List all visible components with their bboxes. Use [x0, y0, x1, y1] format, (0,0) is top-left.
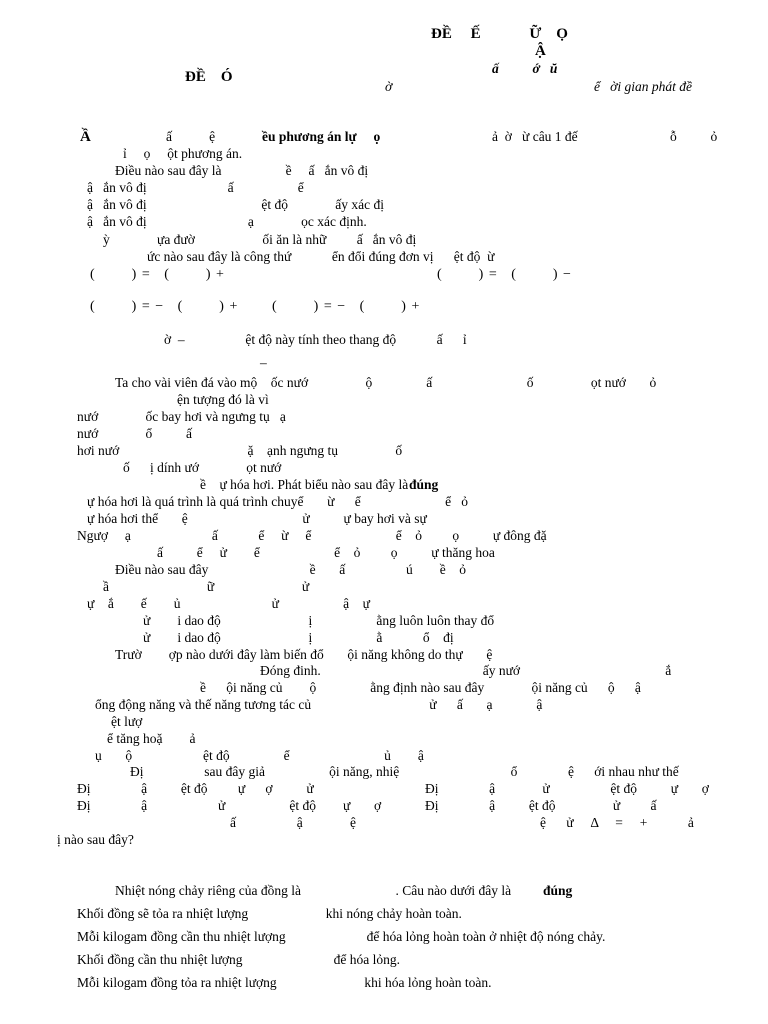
text-line: hơi nướ ặ ạnh ngưng tụ ố: [77, 443, 403, 458]
text-line: Ngượ ạ ấ ể ừ ể ể ỏ ọ ự đông đặ: [77, 528, 547, 543]
text-line: Đóng đinh. ấy nướ ắ: [260, 663, 672, 678]
text-line: ầ ữ ử: [103, 579, 310, 594]
formula-option-b: ( ) = ( ) −: [437, 267, 572, 282]
text-line: ề ự hóa hơi. Phát biểu nào sau đây là: [200, 477, 412, 492]
instruction-range: ả ờ ừ câu 1 đế: [492, 129, 578, 144]
instruction-bold: ều phương án lự ọ: [262, 129, 381, 144]
section-marker: Ầ: [80, 129, 91, 145]
text-line: ố ị dính ướ ọt nướ: [123, 460, 282, 475]
exam-subtitle-2: ờ: [385, 79, 393, 94]
text-line: ử i dao độ ị ằng luôn luôn thay đổ: [143, 613, 495, 628]
text-line: ấ ậ ệ: [230, 815, 356, 830]
text-line: ức nào sau đây là công thứ ển đổi đúng đơn vị ệt độ ừ: [147, 249, 495, 264]
exam-title-line2: Ậ: [535, 43, 546, 59]
formula-option-a: ( ) = ( ) +: [90, 267, 225, 282]
text-line: nướ ổ ấ: [77, 426, 192, 441]
text-line: Khối đồng cần thu nhiệt lượng để hóa lỏng.: [77, 952, 401, 967]
text-line: Ta cho vài viên đá vào mộ ốc nướ ộ ấ ố ọt nướ ỏ: [115, 375, 657, 390]
text-line: ệ ử Δ = + ả: [540, 815, 694, 830]
text-line: ấ ể ử ể ể ỏ ọ ự thăng hoa: [157, 545, 495, 560]
text-line: ề ội năng củ ộ ằng định nào sau đây ội năng củ ộ ậ: [200, 680, 641, 695]
exam-title: ĐỀ Ế Ữ Ọ: [431, 26, 568, 42]
text-line: Đị sau đây giả ội năng, nhiệ ổ ệ ới nhau như thế: [130, 764, 679, 779]
text-line: Điều nào sau đây là ề ấ ắn vô đị: [115, 163, 369, 178]
text-line: Đị ậ ệt độ ử ấ: [425, 798, 657, 813]
text-line: –: [260, 355, 267, 370]
text-line: ậ ắn vô đị ệt độ ấy xác đị: [87, 197, 384, 212]
keyword-dung: đúng: [543, 883, 573, 898]
text-line: ị nào sau đây?: [57, 832, 134, 847]
text-line: ện tượng đó là vì: [177, 392, 269, 407]
text-line: Đị ậ ử ệt độ ự ợ: [77, 798, 382, 813]
text-line: ự hóa hơi là quá trình là quá trình chuyể ừ ể ể ỏ: [87, 494, 468, 509]
text-line: ụ ộ ệt độ ể ủ ậ: [95, 748, 424, 763]
text-line: ổng động năng và thế năng tương tác củ ử ấ ạ ậ: [95, 697, 543, 712]
instruction-line2: ỉ ọ ột phương án.: [123, 146, 243, 161]
instruction-tail: ỗ ỏ: [670, 129, 718, 144]
text-line: ậ ắn vô đị ấ ể: [87, 180, 304, 195]
text-line: Điều nào sau đây ề ấ ú ề ỏ: [115, 562, 466, 577]
text-line: ử i dao độ ị ằ ổ đị: [143, 630, 454, 645]
exam-subtitle: ấ ớ ŭ: [492, 61, 558, 76]
text-line: Trườ ợp nào dưới đây làm biến đổ ội năng không do thự ệ: [115, 647, 493, 662]
text-line: ể tăng hoặ ả: [107, 731, 196, 746]
instruction-part: ấ ệ: [166, 129, 216, 144]
text-line: Đị ậ ử ệt độ ự ợ: [425, 781, 709, 796]
text-line: ệt lượ: [111, 714, 143, 729]
text-line: Đị ậ ệt độ ự ợ ử: [77, 781, 314, 796]
text-line: ỳ ựa đườ ối ăn là nhữ ấ ắn vô đị: [103, 232, 417, 247]
exam-time-note: ể ời gian phát đề: [594, 79, 692, 94]
text-line: Mỗi kilogam đồng tỏa ra nhiệt lượng khi hóa lỏng hoàn toàn.: [77, 975, 492, 990]
text-line: ờ – ệt độ này tính theo thang độ ấ ỉ: [164, 332, 467, 347]
text-line: Nhiệt nóng chảy riêng của đồng là . Câu nào dưới đây là: [115, 883, 515, 898]
formula-option-d: ( ) = − ( ) +: [272, 299, 421, 314]
text-line: ự hóa hơi thể ệ ử ự bay hơi và sự: [87, 511, 427, 526]
formula-option-c: ( ) = − ( ) +: [90, 299, 239, 314]
text-line: nướ ốc bay hơi và ngưng tụ ạ: [77, 409, 286, 424]
text-line: ậ ắn vô đị ạ ọc xác định.: [87, 214, 367, 229]
text-line: ự ắ ế ủ ử ậ ự: [87, 596, 370, 611]
text-line: Khối đồng sẽ tỏa ra nhiệt lượng khi nóng chảy hoàn toàn.: [77, 906, 462, 921]
text-line: Mỗi kilogam đồng cần thu nhiệt lượng để hóa lỏng hoàn toàn ở nhiệt độ nóng chảy.: [77, 929, 606, 944]
keyword-dung: đúng: [409, 477, 439, 492]
exam-code-label: ĐỀ Ó: [185, 69, 233, 85]
